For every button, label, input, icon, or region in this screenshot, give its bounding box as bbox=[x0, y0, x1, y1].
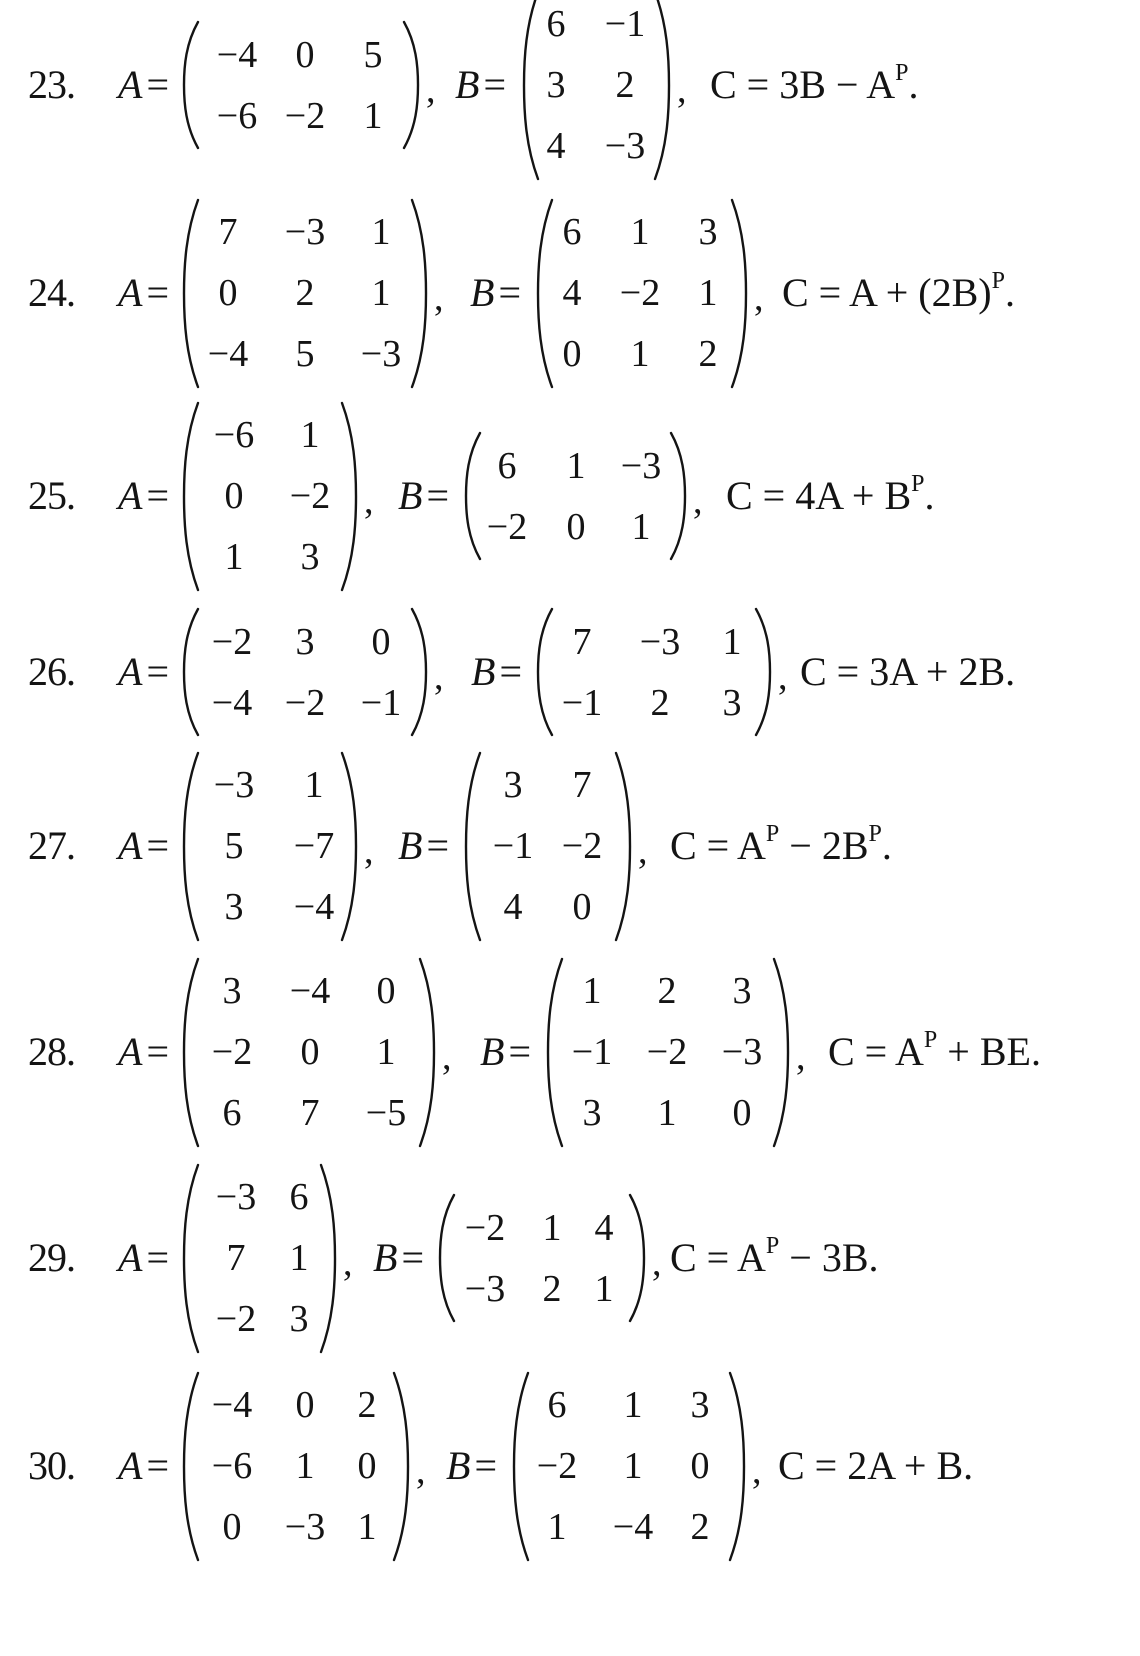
matrix-a-cell: −3 bbox=[284, 211, 326, 253]
matrix-a-right-paren bbox=[400, 20, 422, 150]
separator-comma: , bbox=[426, 69, 436, 111]
equals-sign: = bbox=[146, 823, 169, 868]
equals-sign: = bbox=[498, 270, 521, 315]
matrix-a-name: A bbox=[118, 1029, 143, 1074]
matrix-a-cell: −3 bbox=[213, 764, 255, 806]
matrix-a-left-paren bbox=[180, 751, 202, 942]
matrix-b-cell: −3 bbox=[464, 1267, 506, 1310]
matrix-b-cell: 2 bbox=[657, 970, 677, 1012]
matrix-b-name: B bbox=[446, 1443, 471, 1488]
matrix-a-label bbox=[118, 1029, 169, 1074]
formula: $C = A^P - 2B^P$. bbox=[670, 821, 892, 868]
matrix-a-cell: −1 bbox=[360, 681, 402, 724]
matrix-b-cell: 3 bbox=[546, 64, 566, 106]
matrix-b-cell: 4 bbox=[594, 1206, 614, 1249]
matrix-a-cell: −4 bbox=[289, 970, 331, 1012]
equals-sign: = bbox=[401, 1235, 424, 1280]
matrix-a-cell: 0 bbox=[376, 970, 396, 1012]
matrix-b-right-paren bbox=[752, 607, 774, 737]
equals-sign: = bbox=[146, 1443, 169, 1488]
matrix-b-cell: −4 bbox=[612, 1506, 654, 1548]
matrix-b-cell: 1 bbox=[657, 1092, 677, 1134]
matrix-a-cell: −2 bbox=[289, 475, 331, 517]
matrix-b-name: B bbox=[470, 270, 495, 315]
transpose-mark: P bbox=[911, 471, 925, 497]
matrix-b-label bbox=[398, 473, 449, 518]
separator-comma: , bbox=[416, 1450, 426, 1492]
matrix-a-cell: −2 bbox=[284, 681, 326, 724]
matrix-b-cell: 1 bbox=[623, 1445, 643, 1487]
formula: $C = 4A + B^P$. bbox=[726, 471, 935, 518]
problem-number: 23. bbox=[28, 62, 75, 107]
matrix-b-right-paren bbox=[626, 1193, 648, 1323]
matrix-a-cell: 7 bbox=[226, 1237, 246, 1279]
matrix-b-cell: 1 bbox=[630, 333, 650, 375]
matrix-b-label bbox=[455, 62, 506, 107]
matrix-b-label bbox=[373, 1235, 424, 1280]
matrix-a-cell: −4 bbox=[293, 886, 335, 928]
formula: $C = A^P - 3B$. bbox=[670, 1233, 879, 1280]
matrix-a-cell: 5 bbox=[363, 33, 383, 76]
matrix-b-cell: −2 bbox=[536, 1445, 578, 1487]
formula: $C = A + (2B)^P$. bbox=[782, 268, 1015, 315]
transpose-mark: P bbox=[765, 821, 780, 847]
matrix-b-cell: 0 bbox=[732, 1092, 752, 1134]
matrix-b-left-paren bbox=[520, 0, 542, 181]
separator-comma: , bbox=[364, 480, 374, 522]
matrix-b-cell: −2 bbox=[486, 505, 528, 548]
matrix-a-name: A bbox=[118, 823, 143, 868]
matrix-b-cell: 7 bbox=[572, 764, 592, 806]
matrix-a-cell: −3 bbox=[215, 1176, 257, 1218]
matrix-a-cell: 0 bbox=[222, 1506, 242, 1548]
matrix-b-right-paren bbox=[612, 751, 634, 942]
formula: $C = A^P$ + BE. bbox=[828, 1027, 1041, 1074]
matrix-b-cell: −2 bbox=[561, 825, 603, 867]
transpose-mark: P bbox=[868, 821, 882, 847]
matrix-a-cell: 0 bbox=[295, 1384, 315, 1426]
matrix-b-cell: 0 bbox=[572, 886, 592, 928]
matrix-b-name: B bbox=[398, 823, 423, 868]
matrix-b-cell: 3 bbox=[582, 1092, 602, 1134]
matrix-a-cell: −6 bbox=[213, 414, 255, 456]
matrix-a-cell: −2 bbox=[284, 94, 326, 137]
matrix-b-cell: −1 bbox=[561, 681, 603, 724]
matrix-b-cell: 1 bbox=[594, 1267, 614, 1310]
matrix-b-cell: 2 bbox=[698, 333, 718, 375]
matrix-a-right-paren bbox=[408, 198, 430, 389]
matrix-b-cell: 6 bbox=[547, 1384, 567, 1426]
matrix-a-right-paren bbox=[390, 1371, 412, 1562]
matrix-a-cell: 0 bbox=[300, 1031, 320, 1073]
matrix-b-left-paren bbox=[462, 751, 484, 942]
matrix-b-label bbox=[480, 1029, 531, 1074]
matrix-b-cell: 3 bbox=[503, 764, 523, 806]
matrix-a-cell: −4 bbox=[211, 1384, 253, 1426]
matrix-b-label bbox=[470, 270, 521, 315]
matrix-a-cell: 1 bbox=[300, 414, 320, 456]
matrix-a-cell: 1 bbox=[363, 94, 383, 137]
separator-comma: , bbox=[638, 830, 648, 872]
matrix-b-cell: −1 bbox=[604, 3, 646, 45]
matrix-a-cell: −4 bbox=[207, 333, 249, 375]
matrix-b-cell: −3 bbox=[620, 444, 662, 487]
matrix-a-cell: 0 bbox=[295, 33, 315, 76]
matrix-b-right-paren bbox=[728, 198, 750, 389]
matrix-b-right-paren bbox=[651, 0, 673, 181]
matrix-a-right-paren bbox=[317, 1163, 339, 1354]
matrix-b-cell: 4 bbox=[503, 886, 523, 928]
matrix-b-cell: 1 bbox=[566, 444, 586, 487]
matrix-a-cell: −7 bbox=[293, 825, 335, 867]
matrix-a-name: A bbox=[118, 649, 143, 694]
matrix-a-cell: −6 bbox=[211, 1445, 253, 1487]
matrix-b-cell: 1 bbox=[542, 1206, 562, 1249]
matrix-b-cell: 3 bbox=[722, 681, 742, 724]
equals-sign: = bbox=[426, 473, 449, 518]
matrix-b-left-paren bbox=[534, 198, 556, 389]
problem-number: 28. bbox=[28, 1029, 75, 1074]
matrix-b-cell: −3 bbox=[604, 125, 646, 167]
matrix-b-left-paren bbox=[534, 607, 556, 737]
matrix-b-cell: 6 bbox=[562, 211, 582, 253]
problem-number: 29. bbox=[28, 1235, 75, 1280]
matrix-b-left-paren bbox=[462, 431, 484, 561]
matrix-a-right-paren bbox=[338, 751, 360, 942]
problem-number: 26. bbox=[28, 649, 75, 694]
matrix-a-cell: 0 bbox=[224, 475, 244, 517]
matrix-a-cell: −5 bbox=[365, 1092, 407, 1134]
equals-sign: = bbox=[508, 1029, 531, 1074]
matrix-b-cell: −2 bbox=[619, 272, 661, 314]
matrix-a-cell: 1 bbox=[357, 1506, 377, 1548]
matrix-a-cell: 0 bbox=[371, 620, 391, 663]
matrix-a-right-paren bbox=[338, 401, 360, 592]
separator-comma: , bbox=[343, 1242, 353, 1284]
matrix-a-left-paren bbox=[180, 401, 202, 592]
matrix-a-name: A bbox=[118, 1443, 143, 1488]
equals-sign: = bbox=[146, 473, 169, 518]
matrix-a-cell: 1 bbox=[371, 211, 391, 253]
separator-comma: , bbox=[434, 656, 444, 698]
matrix-b-cell: 6 bbox=[497, 444, 517, 487]
equals-sign: = bbox=[146, 1235, 169, 1280]
matrix-b-cell: 1 bbox=[547, 1506, 567, 1548]
matrix-b-cell: 3 bbox=[690, 1384, 710, 1426]
matrix-a-label bbox=[118, 1235, 169, 1280]
problem-number: 24. bbox=[28, 270, 75, 315]
separator-comma: , bbox=[778, 656, 788, 698]
matrix-a-label bbox=[118, 1443, 169, 1488]
matrix-b-cell: 1 bbox=[631, 505, 651, 548]
matrix-b-cell: 1 bbox=[630, 211, 650, 253]
matrix-a-cell: −3 bbox=[284, 1506, 326, 1548]
matrix-b-cell: 0 bbox=[566, 505, 586, 548]
matrix-a-cell: −4 bbox=[211, 681, 253, 724]
formula: $C = 3B - A^P$. bbox=[710, 60, 919, 107]
matrix-a-cell: 3 bbox=[300, 536, 320, 578]
matrix-b-cell: −3 bbox=[721, 1031, 763, 1073]
equals-sign: = bbox=[499, 649, 522, 694]
formula: C = 3A + 2B. bbox=[800, 649, 1016, 694]
equals-sign: = bbox=[146, 649, 169, 694]
matrix-a-cell: 1 bbox=[295, 1445, 315, 1487]
matrix-b-right-paren bbox=[667, 431, 689, 561]
matrix-b-name: B bbox=[471, 649, 496, 694]
separator-comma: , bbox=[752, 1450, 762, 1492]
matrix-a-cell: 1 bbox=[224, 536, 244, 578]
matrix-b-label bbox=[446, 1443, 497, 1488]
matrix-a-cell: 1 bbox=[376, 1031, 396, 1073]
matrix-b-cell: 0 bbox=[690, 1445, 710, 1487]
matrix-b-cell: 1 bbox=[623, 1384, 643, 1426]
matrix-b-cell: 1 bbox=[582, 970, 602, 1012]
matrix-b-left-paren bbox=[436, 1193, 458, 1323]
matrix-b-label bbox=[471, 649, 522, 694]
matrix-a-label bbox=[118, 649, 169, 694]
separator-comma: , bbox=[693, 480, 703, 522]
matrix-b-cell: 6 bbox=[546, 3, 566, 45]
matrix-a-cell: 1 bbox=[289, 1237, 309, 1279]
equals-sign: = bbox=[146, 62, 169, 107]
separator-comma: , bbox=[442, 1036, 452, 1078]
matrix-a-cell: −4 bbox=[216, 33, 258, 76]
problem-number: 30. bbox=[28, 1443, 75, 1488]
separator-comma: , bbox=[796, 1036, 806, 1078]
matrix-b-cell: −1 bbox=[492, 825, 534, 867]
transpose-mark: P bbox=[923, 1027, 938, 1053]
matrix-a-right-paren bbox=[416, 957, 438, 1148]
matrix-b-cell: −2 bbox=[646, 1031, 688, 1073]
matrix-a-left-paren bbox=[180, 607, 202, 737]
matrix-a-cell: 2 bbox=[357, 1384, 377, 1426]
matrix-a-cell: 3 bbox=[295, 620, 315, 663]
transpose-mark: P bbox=[895, 60, 909, 86]
matrix-a-label bbox=[118, 473, 169, 518]
matrix-a-cell: 0 bbox=[357, 1445, 377, 1487]
matrix-a-cell: 0 bbox=[218, 272, 238, 314]
matrix-b-right-paren bbox=[770, 957, 792, 1148]
matrix-a-cell: 3 bbox=[289, 1298, 309, 1340]
equals-sign: = bbox=[426, 823, 449, 868]
matrix-a-cell: −2 bbox=[211, 1031, 253, 1073]
matrix-b-right-paren bbox=[726, 1371, 748, 1562]
matrix-a-name: A bbox=[118, 270, 143, 315]
separator-comma: , bbox=[434, 277, 444, 319]
matrix-a-cell: −2 bbox=[211, 620, 253, 663]
matrix-a-left-paren bbox=[180, 1163, 202, 1354]
matrix-b-name: B bbox=[373, 1235, 398, 1280]
matrix-b-cell: −3 bbox=[639, 620, 681, 663]
matrix-a-name: A bbox=[118, 62, 143, 107]
matrix-a-cell: 1 bbox=[304, 764, 324, 806]
matrix-a-label bbox=[118, 270, 169, 315]
matrix-a-cell: 7 bbox=[300, 1092, 320, 1134]
separator-comma: , bbox=[677, 69, 687, 111]
matrix-b-cell: 4 bbox=[546, 125, 566, 167]
matrix-a-cell: −3 bbox=[360, 333, 402, 375]
matrix-b-cell: 7 bbox=[572, 620, 592, 663]
matrix-b-cell: 1 bbox=[722, 620, 742, 663]
matrix-b-cell: 0 bbox=[562, 333, 582, 375]
matrix-a-cell: 3 bbox=[224, 886, 244, 928]
matrix-b-label bbox=[398, 823, 449, 868]
matrix-a-name: A bbox=[118, 1235, 143, 1280]
transpose-mark: P bbox=[991, 268, 1005, 294]
matrix-a-left-paren bbox=[180, 20, 202, 150]
equals-sign: = bbox=[146, 1029, 169, 1074]
problem-number: 25. bbox=[28, 473, 75, 518]
matrix-a-left-paren bbox=[180, 957, 202, 1148]
matrix-a-cell: 5 bbox=[224, 825, 244, 867]
matrix-a-cell: −6 bbox=[216, 94, 258, 137]
equals-sign: = bbox=[146, 270, 169, 315]
matrix-b-left-paren bbox=[544, 957, 566, 1148]
matrix-a-label bbox=[118, 823, 169, 868]
matrix-a-cell: 2 bbox=[295, 272, 315, 314]
matrix-a-left-paren bbox=[180, 198, 202, 389]
matrix-a-left-paren bbox=[180, 1371, 202, 1562]
transpose-mark: P bbox=[765, 1233, 780, 1259]
matrix-b-cell: −1 bbox=[571, 1031, 613, 1073]
equals-sign: = bbox=[483, 62, 506, 107]
matrix-b-cell: 4 bbox=[562, 272, 582, 314]
equals-sign: = bbox=[474, 1443, 497, 1488]
matrix-a-cell: 5 bbox=[295, 333, 315, 375]
matrix-a-cell: 6 bbox=[289, 1176, 309, 1218]
matrix-b-cell: 2 bbox=[690, 1506, 710, 1548]
separator-comma: , bbox=[364, 830, 374, 872]
matrix-b-cell: 2 bbox=[650, 681, 670, 724]
matrix-a-cell: 3 bbox=[222, 970, 242, 1012]
matrix-a-name: A bbox=[118, 473, 143, 518]
matrix-b-cell: 2 bbox=[542, 1267, 562, 1310]
matrix-a-cell: 6 bbox=[222, 1092, 242, 1134]
matrix-a-cell: 1 bbox=[371, 272, 391, 314]
matrix-b-cell: 3 bbox=[698, 211, 718, 253]
separator-comma: , bbox=[754, 277, 764, 319]
matrix-a-cell: 7 bbox=[218, 211, 238, 253]
separator-comma: , bbox=[652, 1242, 662, 1284]
matrix-b-left-paren bbox=[510, 1371, 532, 1562]
formula: C = 2A + B. bbox=[778, 1443, 974, 1488]
matrix-a-label bbox=[118, 62, 169, 107]
matrix-b-cell: −2 bbox=[464, 1206, 506, 1249]
matrix-b-name: B bbox=[455, 62, 480, 107]
matrix-a-cell: −2 bbox=[215, 1298, 257, 1340]
problem-number: 27. bbox=[28, 823, 75, 868]
matrix-b-cell: 1 bbox=[698, 272, 718, 314]
matrix-a-right-paren bbox=[408, 607, 430, 737]
matrix-b-cell: 2 bbox=[615, 64, 635, 106]
matrix-b-name: B bbox=[398, 473, 423, 518]
matrix-b-name: B bbox=[480, 1029, 505, 1074]
matrix-b-cell: 3 bbox=[732, 970, 752, 1012]
